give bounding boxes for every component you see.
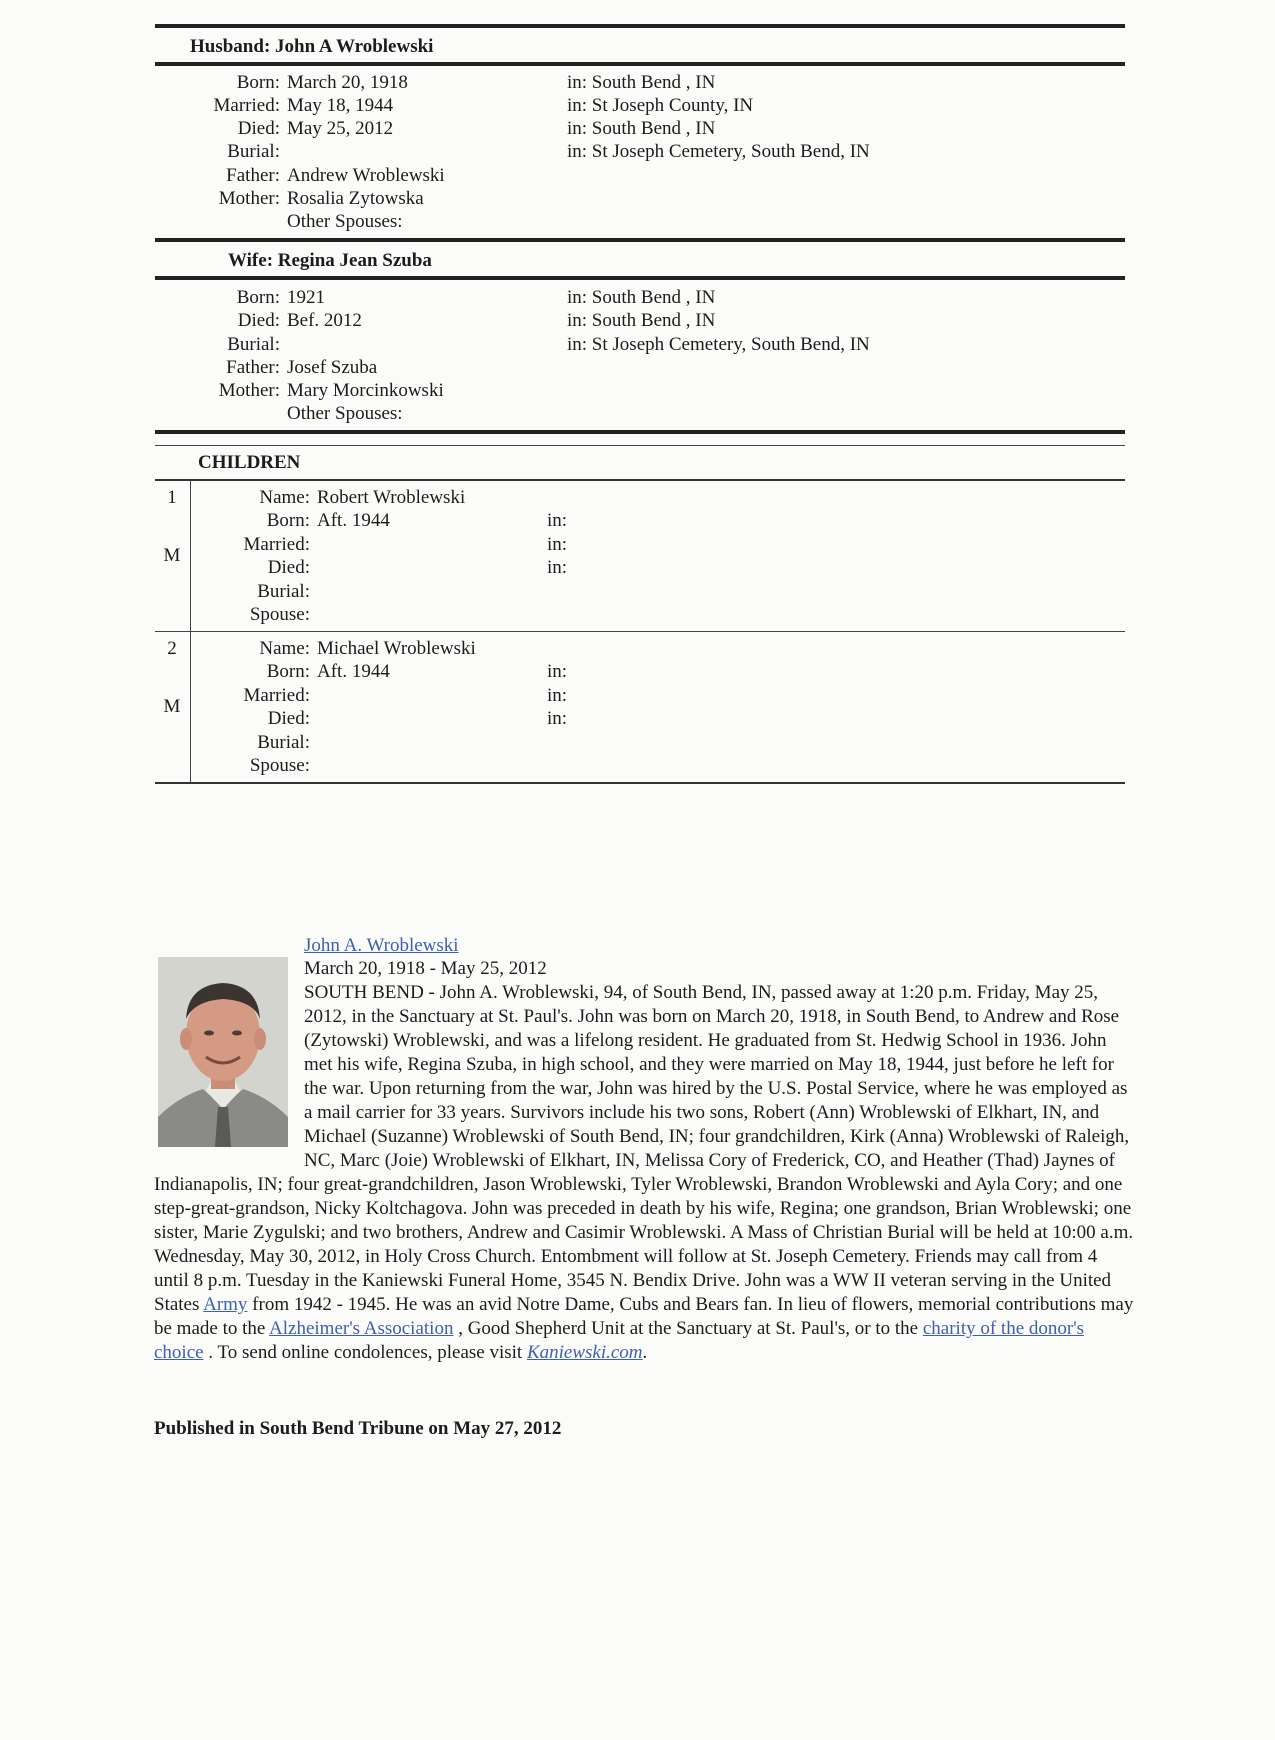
row-label: Died: (267, 708, 310, 729)
row-label: Married: (213, 95, 280, 116)
row-value: Aft. 1944 (317, 510, 390, 531)
row-value: Rosalia Zytowska (287, 188, 424, 209)
obituary-body (154, 981, 1134, 1365)
charity-link[interactable]: charity of the donor's choice (154, 1318, 1085, 1363)
obituary-text: . To send online condolences, please visit (203, 1342, 527, 1363)
obituary-text: . (642, 1342, 648, 1363)
row-location: in: (547, 685, 568, 706)
publication-note: Published in South Bend Tribune on May 27, 2012 (154, 1418, 562, 1439)
row-location: in: (547, 708, 568, 729)
row-location: in: South Bend , IN (567, 287, 716, 308)
row-value: May 18, 1944 (287, 95, 394, 116)
wife-header (228, 250, 432, 272)
row-label: Name: (259, 487, 310, 508)
row-location: in: South Bend , IN (567, 118, 716, 139)
row-label: Name: (259, 638, 310, 659)
row-label: Spouse: (249, 604, 310, 625)
row-location: in: South Bend , IN (567, 72, 716, 93)
kaniewski-site-link[interactable]: Kaniewski.com (526, 1342, 643, 1363)
row-location: in: St Joseph Cemetery, South Bend, IN (567, 334, 870, 355)
wife-name: Regina Jean Szuba (277, 250, 432, 271)
row-location: in: South Bend , IN (567, 310, 716, 331)
row-value: Andrew Wroblewski (287, 165, 445, 186)
row-location: in: (547, 534, 568, 555)
alzheimers-association-link[interactable]: Alzheimer's Association (269, 1318, 454, 1339)
row-location: in: St Joseph County, IN (567, 95, 754, 116)
row-location: in: (547, 557, 568, 578)
husband-name: John A Wroblewski (275, 36, 434, 57)
row-label: Died: (237, 118, 280, 139)
row-label: Burial: (257, 581, 310, 602)
row-label: Born: (266, 510, 310, 531)
row-label: Burial: (227, 141, 280, 162)
obituary-text: SOUTH BEND - John A. Wroblewski, 94, of South Bend, IN, passed away at 1:20 p.m. Friday, May 25, 2012, in the Sanctuary at St. Paul's. John was born on March 20, 1918, in South Bend, to Andrew and Rose (Zytowski) Wroblewski, and was a lifelong resident. He graduated from St. Hedwig School in 1936. John met his wife, Regina Szuba, in high school, and they were married on May 18, 1944, just before he left for the war. Upon returning from the war, John was hired by the U.S. Postal Service, where he was employed as a mail carrier for 33 years. Survivors include his two sons, Robert (Ann) Wroblewski of Elkhart, IN, and Michael (Suzanne) Wroblewski of South Bend, IN; four grandchildren, Kirk (Anna) Wroblewski of Raleigh, NC, Marc (Joie) Wroblewski of Elkhart, IN, Melissa Cory of Frederick, CO, and Heather (Thad) Jaynes of Indianapolis, IN; four great-grandchildren, Jason Wroblewski, Tyler Wroblewski, Brandon Wroblewski and Ayla Cory; and one step-great-grandson, Nicky Koltchagova. John was preceded in death by his wife, Regina; one grandson, Brian Wroblewski; one sister, Marie Zygulski; and two brothers, Andrew and Casimir Wroblewski. A Mass of Christian Burial will be held at 10:00 a.m. Wednesday, May 30, 2012, in Holy Cross Church. Entombment will follow at St. Joseph Cemetery. Friends may call from 4 until 8 p.m. Tuesday in the Kaniewski Funeral Home, 3545 N. Bendix Drive. John was a WW II veteran serving in the United States (154, 982, 1134, 1315)
child-separator (155, 782, 1125, 784)
row-value: Michael Wroblewski (317, 638, 476, 659)
row-value: 1921 (287, 287, 325, 308)
row-label: Burial: (227, 334, 280, 355)
row-value: Bef. 2012 (287, 310, 362, 331)
section-rule (155, 479, 1125, 481)
obituary-text: , Good Shepherd Unit at the Sanctuary at St. Paul's, or to the (453, 1318, 923, 1339)
child-number: 2 (167, 638, 177, 659)
row-label: Died: (237, 310, 280, 331)
child-number: 1 (167, 487, 177, 508)
row-value: March 20, 1918 (287, 72, 408, 93)
row-value: May 25, 2012 (287, 118, 394, 139)
husband-header-label: Husband: (190, 36, 271, 57)
row-value: Mary Morcinkowski (287, 380, 444, 401)
obituary-dates: March 20, 1918 - May 25, 2012 (304, 958, 547, 979)
row-label: Born: (266, 661, 310, 682)
child-sex: M (163, 545, 181, 566)
row-label: Married: (243, 534, 310, 555)
row-label: Other Spouses: (287, 211, 403, 232)
obituary-text: from 1942 - 1945. He was an avid Notre Dame, Cubs and Bears fan. In lieu of flowers, memorial contributions may be made to the (154, 1294, 1134, 1339)
row-location: in: St Joseph Cemetery, South Bend, IN (567, 141, 870, 162)
children-header: CHILDREN (198, 452, 301, 473)
row-label: Mother: (218, 380, 280, 401)
row-label: Burial: (257, 732, 310, 753)
row-value: Josef Szuba (287, 357, 378, 378)
row-label: Born: (236, 287, 280, 308)
row-value: Aft. 1944 (317, 661, 390, 682)
row-location: in: (547, 510, 568, 531)
row-label: Born: (236, 72, 280, 93)
row-label: Mother: (218, 188, 280, 209)
row-label: Father: (226, 165, 280, 186)
row-label: Died: (267, 557, 310, 578)
child-sex: M (163, 696, 181, 717)
photo-spacer (154, 981, 304, 1167)
section-rule (155, 445, 1125, 446)
army-link[interactable]: Army (203, 1294, 248, 1315)
child-separator (155, 631, 1125, 632)
row-location: in: (547, 661, 568, 682)
wife-header-label: Wife: (228, 250, 274, 271)
obituary-title-link[interactable]: John A. Wroblewski (304, 935, 459, 956)
section-rule (155, 430, 1125, 434)
row-label: Other Spouses: (287, 403, 403, 424)
section-rule (155, 24, 1125, 28)
section-rule (155, 276, 1125, 280)
row-label: Married: (243, 685, 310, 706)
row-value: Robert Wroblewski (317, 487, 466, 508)
section-rule (155, 238, 1125, 242)
row-label: Father: (226, 357, 280, 378)
husband-header (190, 36, 433, 58)
row-label: Spouse: (249, 755, 310, 776)
section-rule (155, 62, 1125, 66)
